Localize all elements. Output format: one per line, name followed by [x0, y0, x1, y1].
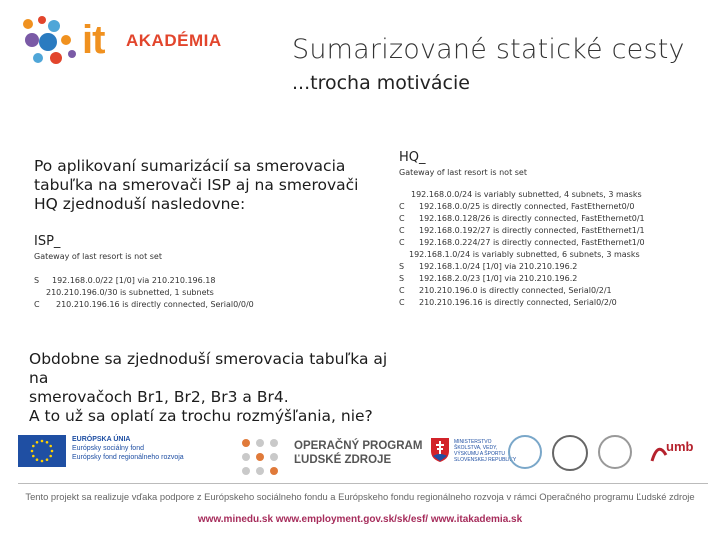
route-text: 192.168.0.192/27 is directly connected, FastEthernet1/1: [419, 226, 645, 235]
eu-text-block: [72, 435, 184, 462]
route-text: 192.168.0.0/24 is variably subnetted, 4 subnets, 3 masks: [411, 190, 642, 199]
isp-gateway-line: Gateway of last resort is not set: [34, 252, 162, 261]
route-text: 210.210.196.16 is directly connected, Serial0/0/0: [56, 300, 254, 309]
route-row: [399, 213, 699, 225]
footer-divider: [18, 483, 708, 484]
route-text: 192.168.1.0/24 is variably subnetted, 6 subnets, 3 masks: [409, 250, 640, 259]
logo-dots-icon: [18, 14, 82, 68]
route-code: C: [399, 286, 405, 295]
route-row: [399, 189, 699, 201]
route-code: S: [399, 262, 405, 271]
closing-paragraph: [29, 350, 399, 426]
ministry-line: SLOVENSKEJ REPUBLIKY: [454, 457, 517, 463]
route-text: 210.210.196.0/30 is subnetted, 1 subnets: [46, 288, 214, 297]
op-line: OPERAČNÝ PROGRAM: [294, 440, 423, 452]
route-text: 192.168.1.0/24 [1/0] via 210.210.196.2: [419, 262, 578, 271]
route-row: [34, 287, 374, 299]
closing-line: Obdobne sa zjednoduší smerovacia tabuľka aj na: [29, 350, 388, 387]
route-code: C: [399, 214, 405, 223]
route-code: C: [399, 238, 405, 247]
route-code: C: [399, 226, 405, 235]
it-akademia-logo: [18, 14, 222, 68]
route-text: 192.168.0.128/26 is directly connected, FastEthernet0/1: [419, 214, 645, 223]
route-row: [399, 249, 699, 261]
eu-flag-icon: [18, 435, 66, 467]
route-code: S: [34, 276, 40, 285]
route-text: 192.168.2.0/23 [1/0] via 210.210.196.2: [419, 274, 578, 283]
slide-subtitle: ...trocha motivácie: [292, 72, 470, 94]
route-row: [399, 261, 699, 273]
route-row: [34, 275, 374, 287]
op-line: ĽUDSKÉ ZDROJE: [294, 454, 392, 466]
ministry-text-block: [454, 439, 516, 463]
logo-akademia-text: AKADÉMIA: [126, 31, 222, 50]
eu-line: EURÓPSKA ÚNIA: [72, 436, 131, 443]
hq-gateway-line: Gateway of last resort is not set: [399, 168, 527, 177]
route-code: S: [399, 274, 405, 283]
footer: [0, 425, 720, 540]
closing-line: smerovačoch Br1, Br2, Br3 a Br4.: [29, 388, 289, 406]
route-text: 192.168.0.0/22 [1/0] via 210.210.196.18: [52, 276, 216, 285]
hq-route-table: [399, 189, 699, 309]
footer-note: Tento projekt sa realizuje vďaka podpore z Európskeho sociálneho fondu a Európskeho fondu regionálneho rozvoja v rámci Operačného programu Ľudské zdroje: [25, 491, 695, 502]
eu-line: Európsky sociálny fond: [72, 445, 144, 452]
route-row: [399, 285, 699, 297]
route-row: [399, 237, 699, 249]
route-row: [399, 273, 699, 285]
ministry-line: MINISTERSTVO: [454, 439, 492, 445]
route-text: 192.168.0.0/25 is directly connected, FastEthernet0/0: [419, 202, 635, 211]
closing-line: A to už sa oplatí za trochu rozmýšľania, nie?: [29, 407, 373, 425]
slide-title: Sumarizované statické cesty: [292, 34, 685, 65]
op-logo-dots-icon: [238, 435, 282, 479]
logo-it-text: it: [82, 18, 105, 62]
isp-route-table: [34, 275, 374, 311]
footer-links[interactable]: www.minedu.sk www.employment.gov.sk/sk/esf/ www.itakademia.sk: [197, 514, 523, 525]
university-seal-icon: [508, 435, 542, 469]
route-row: [399, 297, 699, 309]
university-seal-icon: [598, 435, 632, 469]
route-text: 210.210.196.16 is directly connected, Serial0/2/0: [419, 298, 617, 307]
umb-text: umb: [666, 439, 694, 454]
ministry-line: VÝSKUMU A ŠPORTU: [454, 451, 506, 457]
op-text-block: [294, 439, 422, 467]
route-text: 210.210.196.0 is directly connected, Serial0/2/1: [419, 286, 612, 295]
slovak-crest-icon: [430, 437, 450, 463]
route-code: C: [399, 298, 405, 307]
route-row: [399, 225, 699, 237]
route-row: [34, 299, 374, 311]
university-seal-icon: [552, 435, 588, 471]
route-row: [399, 201, 699, 213]
route-text: 192.168.0.224/27 is directly connected, FastEthernet1/0: [419, 238, 645, 247]
route-code: C: [399, 202, 405, 211]
route-code: C: [34, 300, 40, 309]
isp-router-name: ISP_: [34, 234, 61, 249]
intro-paragraph: Po aplikovaní sumarizácií sa smerovacia tabuľka na smerovači ISP aj na smerovači HQ zjednoduší nasledovne:: [34, 157, 359, 213]
eu-line: Európsky fond regionálneho rozvoja: [72, 454, 184, 461]
hq-router-name: HQ_: [399, 150, 426, 165]
ministry-line: ŠKOLSTVA, VEDY,: [454, 445, 498, 451]
